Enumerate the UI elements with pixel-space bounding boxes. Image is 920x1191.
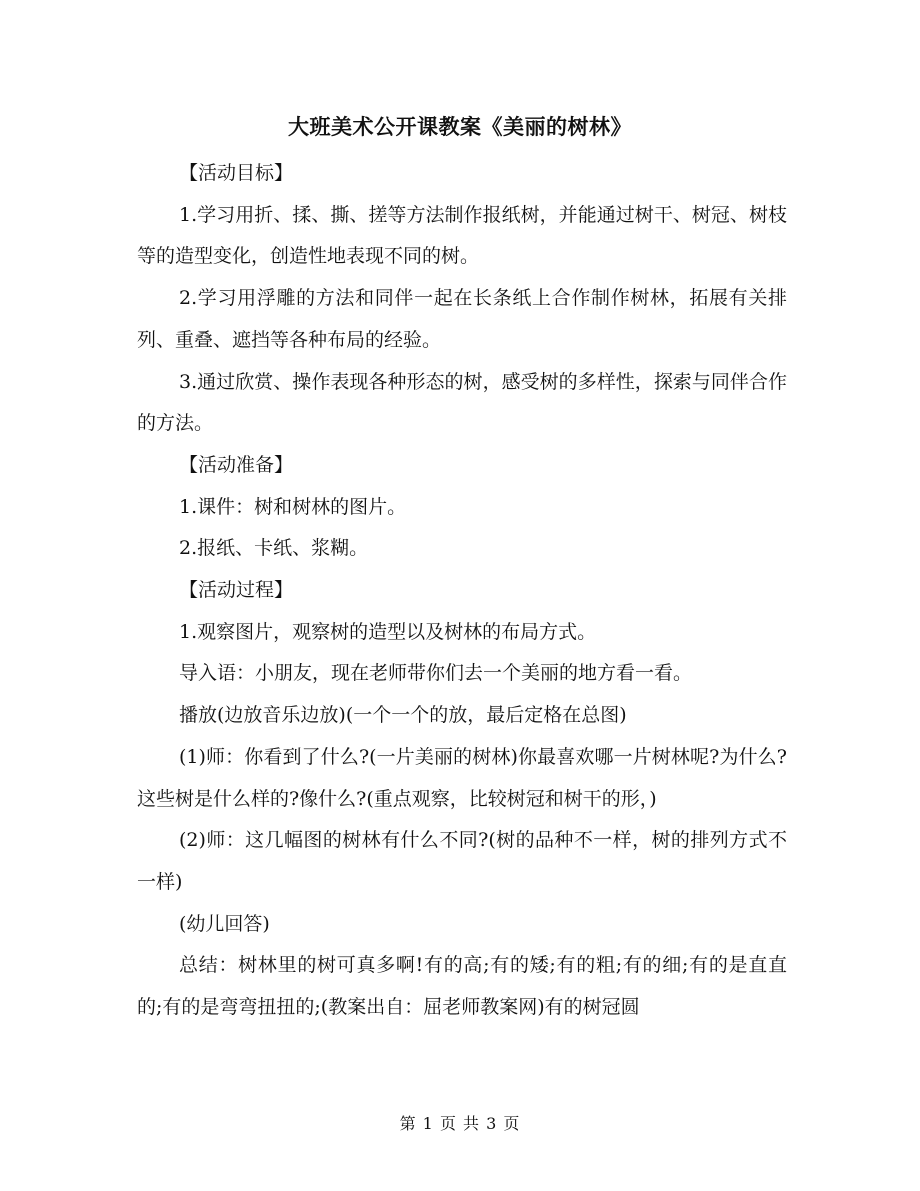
paragraph: 总结：树林里的树可真多啊!有的高;有的矮;有的粗;有的细;有的是直直的;有的是弯弯扭扭的;(教案出自：屈老师教案网)有的树冠圆 (137, 954, 787, 1019)
paragraph: 2.报纸、卡纸、浆糊。 (179, 537, 369, 560)
paragraph: 播放(边放音乐边放)(一个一个的放，最后定格在总图) (179, 704, 627, 727)
paragraph: 3.通过欣赏、操作表现各种形态的树，感受树的多样性，探索与同伴合作的方法。 (137, 370, 787, 435)
page-number-footer: 第 1 页 共 3 页 (399, 1114, 521, 1133)
paragraph: (幼儿回答) (179, 912, 270, 935)
section-heading-objectives: 【活动目标】 (179, 162, 294, 184)
paragraph: 1.课件：树和树林的图片。 (179, 495, 407, 518)
paragraph: 1.学习用折、揉、撕、搓等方法制作报纸树，并能通过树干、树冠、树枝等的造型变化，创造性地表现不同的树。 (137, 203, 787, 268)
section-heading-process: 【活动过程】 (179, 579, 294, 602)
paragraph: 导入语：小朋友，现在老师带你们去一个美丽的地方看一看。 (179, 662, 693, 685)
document-title: 大班美术公开课教案《美丽的树林》 (288, 114, 632, 139)
paragraph: (2)师：这几幅图的树林有什么不同?(树的品种不一样，树的排列方式不一样) (137, 829, 787, 893)
section-heading-preparation: 【活动准备】 (179, 453, 294, 476)
paragraph: 2.学习用浮雕的方法和同伴一起在长条纸上合作制作树林，拓展有关排列、重叠、遮挡等各种布局的经验。 (137, 287, 787, 351)
document-body (137, 153, 787, 1029)
paragraph: (1)师：你看到了什么?(一片美丽的树林)你最喜欢哪一片树林呢?为什么?这些树是什么样的?像什么?(重点观察，比较树冠和树干的形，) (137, 745, 787, 810)
paragraph: 1.观察图片，观察树的造型以及树林的布局方式。 (179, 620, 597, 643)
